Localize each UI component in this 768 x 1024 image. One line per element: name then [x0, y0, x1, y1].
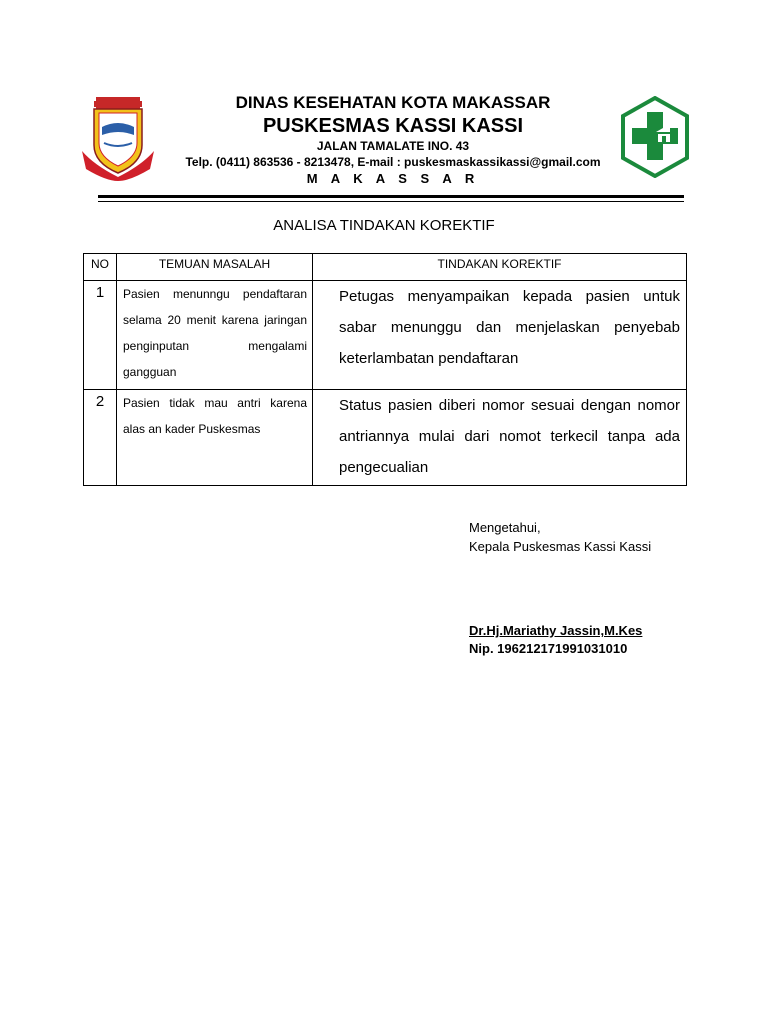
- action-cell: Petugas menyampaikan kepada pasien untuk sabar menunggu dan menjelaskan penyebab keterlambatan pendaftaran: [313, 281, 687, 390]
- column-header-no: NO: [84, 254, 117, 281]
- column-header-action: TINDAKAN KOREKTIF: [313, 254, 687, 281]
- column-header-finding: TEMUAN MASALAH: [117, 254, 313, 281]
- corrective-action-table: [83, 253, 687, 486]
- signature-block: [469, 518, 651, 556]
- facility-name: PUSKESMAS KASSI KASSI: [262, 115, 524, 137]
- agency-name: DINAS KESEHATAN KOTA MAKASSAR: [235, 93, 551, 112]
- facility-city: M A K A S S A R: [306, 171, 480, 186]
- table-header-row: [84, 254, 687, 281]
- signer-identity: [469, 622, 642, 658]
- puskesmas-cross-logo-icon: [620, 96, 690, 178]
- facility-address: JALAN TAMALATE INO. 43: [316, 139, 470, 153]
- table-row: [84, 390, 687, 486]
- acknowledged-label: Mengetahui,: [469, 520, 541, 535]
- header-rule-thin: [98, 201, 684, 202]
- row-number: 2: [84, 390, 117, 486]
- signer-position: Kepala Puskesmas Kassi Kassi: [469, 539, 652, 554]
- document-title: ANALISA TINDAKAN KOREKTIF: [273, 217, 495, 234]
- finding-cell: Pasien tidak mau antri karena alas an kader Puskesmas: [117, 390, 313, 486]
- facility-contact: Telp. (0411) 863536 - 8213478, E-mail : puskesmaskassikassi@gmail.com: [185, 155, 601, 169]
- letterhead: [160, 92, 626, 188]
- header-rule-thick: [98, 195, 684, 198]
- signer-name: Dr.Hj.Mariathy Jassin,M.Kes: [469, 623, 643, 638]
- finding-cell: Pasien menunngu pendaftaran selama 20 menit karena jaringan penginputan mengalami gangguan: [117, 281, 313, 390]
- row-number: 1: [84, 281, 117, 390]
- makassar-city-emblem-icon: [80, 93, 156, 181]
- signer-nip: Nip. 196212171991031010: [469, 641, 628, 656]
- table-row: [84, 281, 687, 390]
- action-cell: Status pasien diberi nomor sesuai dengan nomor antriannya mulai dari nomot terkecil tanpa ada pengecualian: [313, 390, 687, 486]
